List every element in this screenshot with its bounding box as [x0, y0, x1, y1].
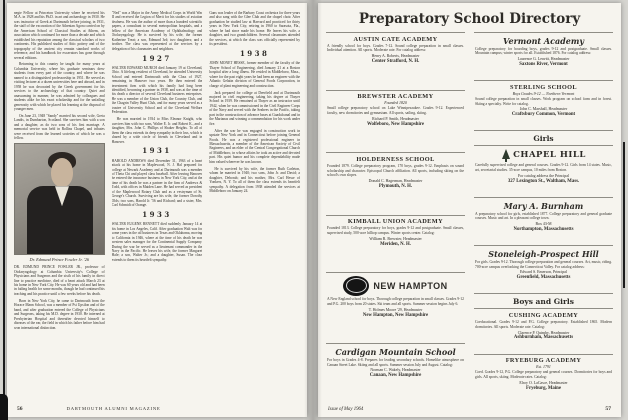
- obituary-paragraph: HAROLD ANDREWS died December 31, 1963 of a heart attack at his home in Maplewood, N. J. Hal prepared for college at Newark Academy and at Dartmouth was a member of Theta Chi and played class baseball. After leaving Hanover he entered the insurance business in New York City, and at the time of his death he was a partner in the firm of Andrews & Todd, with offices in Maiden Lane. He had served as president of the Maplewood Rotary Club and as a vestryman of St. George's Church. Surviving are his wife, the former Dorothy Olds; two sons, Harold Jr. '56 and Richard; and a sister, Mrs. Carl Schmidt of Orange.: [111, 158, 203, 208]
- school-description: Coed. Grades 9-12, P.G. College preparatory and general courses. Dormitories for boys and girls. All sports, skiing. Moderate rates. Catalog:: [475, 370, 612, 380]
- school-contact: Edward S. Emerson, Principal: [519, 270, 567, 275]
- school-listing-vermont-academy: [474, 32, 613, 80]
- school-address: Craftsbury Common, Vermont: [511, 112, 576, 118]
- school-contact: Henry A. Roberts, Headmaster: [371, 54, 420, 59]
- school-listing-chapel-hill: [474, 145, 613, 197]
- page-gutter-shadow: [304, 0, 322, 420]
- new-hampton-header: [327, 276, 464, 296]
- school-listing-cardigan-mountain: [326, 343, 465, 404]
- section-heading-girls: Girls: [474, 130, 613, 145]
- obituary-paragraph: After the war he was engaged in construction work in upstate New York and in Connecticut before joining General Foods. He was a registered professional engineer in Massachusetts, a member of the American Society of Civil Engineers, and an elder of the Central Congregational Church of Middleboro, in whose affairs he took an active and devoted part. His quiet humor and his complete dependability made him valued wherever he was known.: [209, 128, 301, 164]
- portrait-photo: [14, 143, 105, 255]
- obituary-paragraph: On June 23, 1948 "Sandy" married his second wife, Greta Landis, in Dumbarton, Scotland. She survives him with a son and a daughter, as do two sons of his first marriage. A memorial service was held in Rollins Chapel, and tributes were received from the learned societies of which he was a fellow.: [14, 113, 105, 141]
- obituary-paragraph: Born in New York City, he came to Dartmouth from the Horace Mann School, was a member of Psi Upsilon and of the band, and after graduation entered the College of Physicians and Surgeons, taking his M.D. degree in 1930. He interned at Presbyterian Hospital and thereafter devoted himself to diseases of the ear, the field in which his father before him had won international distinction.: [14, 298, 105, 330]
- scan-corner-artifact: [0, 394, 8, 420]
- school-address: Wolfeboro, New Hampshire: [367, 121, 424, 127]
- right-page: [318, 3, 621, 417]
- school-name: NEW HAMPTON: [373, 280, 448, 291]
- school-name: CHAPEL HILL: [513, 150, 586, 161]
- issue-line: Issue of May 1964: [328, 407, 364, 412]
- school-listing-stoneleigh-prospect-hill: [474, 245, 613, 293]
- class-year-heading: 1931: [142, 146, 172, 156]
- directory-column-left: [326, 32, 465, 404]
- portrait-face: [51, 158, 73, 187]
- school-contact: Richard P. Smith, Headmaster: [372, 116, 419, 121]
- obituary-column-3: [209, 11, 300, 395]
- school-listing-sterling: [474, 80, 613, 130]
- school-address: Northampton, Massachusetts: [513, 226, 574, 232]
- school-contact: John C. Marshall, Headmaster: [519, 107, 568, 112]
- school-contact: Norman C. Wakely, Headmaster: [370, 368, 421, 373]
- obituary-paragraph: "Ned" was a Major in the Army Medical Corps in World War II and received the Legion of Merit for his studies of aviation deafness. He was the author of more than a hundred scientific papers, a consultant to several metropolitan hospitals, and a fellow of the American Academy of Ophthalmology and Otolaryngology. He is survived by his wife, the former Katherine Treat; a son, Edmund 3rd; two daughters; and a brother. The class was represented at the services by a delegation of his classmates and neighbors.: [111, 11, 203, 51]
- class-year-heading: 1938: [239, 49, 270, 59]
- school-address: Greenfield, Massachusetts: [516, 275, 571, 281]
- directory: [318, 3, 621, 404]
- obituary-paragraph: He was married in 1934 to Miss Eleanor Knight, who survives him with two sons, Walter E. Jr. and Robert K., and a daughter, Mrs. John C. Phillips of Shaker Heights. To all of them the class extends its deep sympathy in their loss, which is shared by a wide circle of friends in Cleveland and in Hanover.: [111, 117, 203, 144]
- obituary-column-2: [112, 11, 203, 395]
- section-heading-boys-and-girls: Boys and Girls: [474, 293, 613, 308]
- school-contact: T. Holmes Moore '29, Headmaster: [368, 307, 423, 312]
- scan-edge-line-left: [3, 0, 5, 420]
- school-description: A preparatory school for girls, established 1877. College preparatory and general graduate courses. Music and art. In a pleasant college town.: [475, 211, 612, 221]
- school-description: Founded 1813. College preparatory for boys, grades 9-12 and postgraduate. Small classes, supervised study, 500-acre hilltop campus. Winter sports center. Catalog:: [327, 226, 464, 235]
- school-contact: William R. Brewster, Headmaster: [369, 236, 422, 241]
- school-name: HOLDERNESS SCHOOL: [356, 155, 435, 163]
- obituary-paragraph: JOHN MONET HESSE, former member of the faculty of the Thayer School of Engineering, died January 21 at a Boston hospital after a long illness. He resided in Middleboro, Mass., where for the past eight years he had been an engineer with the Atlantic Gelatin division of General Foods Corporation, in charge of plant engineering and construction.: [209, 61, 301, 88]
- class-year-heading: 1927: [142, 53, 172, 63]
- school-address: Fryeburg, Maine: [526, 385, 561, 391]
- school-description: College preparatory for boarding boys, grades 9-12 and postgraduate. Small classes. Mountain campus; winter sports for all. Established 1876. For catalog address:: [475, 46, 612, 56]
- class-year-heading: 1933: [142, 210, 172, 220]
- obituary-paragraph: He is survived by his wife, the former Ruth Carleton, whom he married in 1940; two sons, John Jr. and David; a daughter, Deborah; and his mother, Mrs. Carl Hesse of Yonkers, N. Y. To all of them the class extends its heartfelt sympathy. A delegation from 1938 attended the services at Middleboro on January 24.: [209, 166, 301, 194]
- school-contact: Clarence P. Quimby, Headmaster: [517, 330, 570, 335]
- page-number-left: 56: [17, 406, 23, 412]
- school-address: Saxtons River, Vermont: [519, 61, 568, 67]
- school-listing-holderness: [326, 152, 465, 214]
- school-listing-fryeburg: [474, 354, 613, 404]
- directory-column-right: [474, 32, 613, 404]
- obituary-paragraph: WALTER EUGENE BENNETT died suddenly January 14 at his home in Los Angeles, Calif. After graduation Walt was for some years in the oil business in Texas and Oklahoma, moving to California in 1946, where at the time of his death he was western sales manager for the Continental Supply Company. During the war he served as a lieutenant commander in the Navy in the Pacific. He leaves his wife, the former Margaret Hale; a son, Walter Jr.; and a daughter, Susan. The class extends to them its heartfelt sympathy.: [111, 222, 203, 262]
- right-page-footer: [328, 406, 611, 412]
- school-name: Cardigan Mountain School: [335, 346, 456, 357]
- school-name: AUSTIN CATE ACADEMY: [353, 35, 438, 43]
- tree-emblem-icon: [501, 149, 510, 162]
- school-listing-austin-cate: [326, 32, 465, 90]
- school-description: A New England school for boys. Thorough college preparation in small classes. Grades 9-12 and P.G. 200 boys from 20 states. Ski team and all sports. Summer session begins July 6.: [327, 297, 464, 306]
- school-listing-kimball-union: [326, 215, 465, 273]
- school-contact: Box 43-M: [535, 222, 552, 227]
- school-listing-cushing: [474, 308, 613, 353]
- left-page-footer: [17, 406, 297, 412]
- school-description: Coeducational. Grades 9-12 and P.G. College preparatory. Established 1865. Modern dormitories. All sports. Moderate rate. Catalog:: [475, 320, 612, 329]
- school-name: Vermont Academy: [503, 35, 584, 46]
- obituary-column-1: [14, 11, 105, 395]
- school-description: Carefully supervised college and general courses. Grades 9-12. Girls from 14 states. Music, art, secretarial studies. 35-acre campus, 10 miles from Boston.: [475, 163, 612, 173]
- scan-edge-line-right: [623, 142, 625, 288]
- obituary-paragraph: Jack prepared for college at Deerfield and at Dartmouth majored in civil engineering, taking his degree at Thayer School in 1939. He remained at Thayer as an instructor until 1942, when he was commissioned in the Civil Engineer Corps of the Navy and served with the Seabees in the Pacific, taking part in the construction of advance bases at Guadalcanal and in the Marianas and winning a commendation for his work under fire.: [209, 90, 301, 126]
- school-description: For girls. Grades 9-12. Thorough college preparation and general courses. Art, music, riding. 700-acre campus overlooking the Connecticut Valley. For catalog address:: [475, 259, 612, 269]
- directory-columns: [326, 32, 613, 404]
- school-subtitle: Founded 1820: [384, 101, 407, 106]
- school-description: Founded 1879. College preparatory program, 170 boys, grades 9-12. Emphasis on sound scholarship and character. Episcopal Church affiliation. All sports, including skiing on the school's own slopes.: [327, 164, 464, 178]
- school-address: 327 Lexington St., Waltham, Mass.: [507, 178, 580, 184]
- school-name: KIMBALL UNION ACADEMY: [347, 218, 444, 226]
- school-listing-new-hampton: [326, 272, 465, 343]
- school-name: CUSHING ACADEMY: [508, 311, 579, 319]
- new-hampton-seal-icon: [343, 276, 369, 296]
- school-address: Center Strafford, N. H.: [371, 58, 420, 64]
- school-subtitle: Boys Grades 9-12 — Northern Vermont: [512, 91, 575, 96]
- school-subtitle: Est. 1791: [536, 365, 551, 370]
- school-description: Sound college preparation in small classes. Work program on school farm and in forest. Skiing a specialty. Write for catalog.: [475, 96, 612, 106]
- left-page: [7, 3, 307, 417]
- school-listing-mary-burnham: [474, 197, 613, 245]
- school-contact: Donald C. Hagerman, Headmaster: [368, 179, 423, 184]
- chapel-hill-header: [475, 149, 612, 162]
- page-number-right: 57: [605, 406, 611, 412]
- school-listing-brewster: [326, 90, 465, 153]
- school-contact: For catalog address the Principal: [518, 173, 569, 178]
- obituary-paragraph: DR. EDMUND PRINCE FOWLER JR., professor of Otolaryngology at Columbia University's College of Physicians and Surgeons and the sixth of his family in direct line to practice medicine, died of a heart attack March 23 at his home in New York City. He was 60 years old and had been in failing health for some months, though he had continued his teaching and his practice until a few weeks before his death.: [14, 265, 105, 296]
- obituary-paragraph: Gans was leader of the Barbary Coast orchestra for three years and also sang with the Glee Club and the chapel choir. After graduation he studied law at Harvard and practiced for thirty years in New York City, retiring in 1960 to Sarasota, Fla., where he had since made his home. He leaves his wife, a daughter, and two grandchildren. Several classmates attended the services, at which the class was officially represented by its president.: [209, 11, 301, 47]
- school-contact: Elroy O. LaCasce, Headmaster: [519, 380, 568, 385]
- school-address: Plymouth, N. H.: [378, 183, 413, 189]
- school-name: BREWSTER ACADEMY: [357, 93, 434, 101]
- obituary-columns: [7, 3, 307, 395]
- school-description: A friendly school for boys. Grades 7-12. Sound college preparation in small classes. Individual attention. All sports. Moderate rate. For catalog address:: [327, 43, 464, 53]
- school-address: Ashburnham, Massachusetts: [513, 335, 574, 341]
- school-contact: Laurence G. Leavitt, Headmaster: [517, 57, 570, 62]
- school-name: Stoneleigh-Prospect Hill: [488, 248, 599, 259]
- magazine-name: DARTMOUTH ALUMNI MAGAZINE: [66, 406, 161, 411]
- school-address: New Hampton, New Hampshire: [362, 312, 429, 318]
- school-address: Meriden, N. H.: [380, 241, 411, 247]
- photo-caption: Dr. Edmund Prince Fowler Jr. '26: [29, 256, 90, 262]
- school-address: Canaan, New Hampshire: [369, 373, 422, 379]
- obituary-paragraph: Returning to this country he taught for many years at Columbia University, where his graduate seminars drew students from every part of the country, and where he was named to a distinguished professorship in 1951. He served as visiting lecturer at a dozen universities here and abroad, and in 1958 he was decorated by the Greek government for his services to the archaeology of that country. Quiet and unassuming in manner, he was admired by colleagues and students alike for his exact scholarship and for the unfailing generosity with which he placed his learning at the disposal of younger men.: [14, 62, 105, 112]
- school-description: Small college preparatory school on Lake Winnipesaukee. Grades 9-12. Experienced faculty, new dormitories and gymnasium. All sports, sailing, skiing.: [327, 106, 464, 115]
- school-description: For boys in Grades 4-8. Prepares for leading secondary schools. Homelike atmosphere on Canaan Street Lake. Skiing and all sports. Summer session July and August. Catalog:: [327, 357, 464, 367]
- school-name: STERLING SCHOOL: [509, 83, 578, 91]
- school-name: FRYEBURG ACADEMY: [505, 357, 582, 365]
- school-name: Mary A. Burnham: [503, 200, 584, 211]
- directory-title: Preparatory School Directory: [358, 11, 581, 27]
- obituary-paragraph: negie Fellow at Princeton University where he received his M.A. in 1928 and his Ph.D. in art and archaeology in 1930. He was instructor of Greek at Dartmouth before joining, in 1931, the staff of the excavation of the Athenian Agora carried on by the American School of Classical Studies at Athens, an association which continued for more than a decade and which established his reputation among the classical scholars of two continents. His published studies of Attic pottery and of the topography of the ancient city remain standard works of reference, and his handbook for excavators has gone through several editions.: [14, 11, 105, 60]
- obituary-paragraph: WALTER EDWARD MURCH died January 19 at Cleveland, Ohio. A lifelong resident of Cleveland, he attended University School and entered Dartmouth with the Class of 1927, remaining in Hanover two years. He then entered the investment firm with which his family had long been identified, becoming a partner in 1938, and was at the time of his death a director of several Cleveland business enterprises. He was a member of the Union Club, the Country Club, and the Chagrin Valley Hunt Club, and for many years served as a trustee of University School and of the Cleveland Welfare Federation.: [111, 65, 203, 115]
